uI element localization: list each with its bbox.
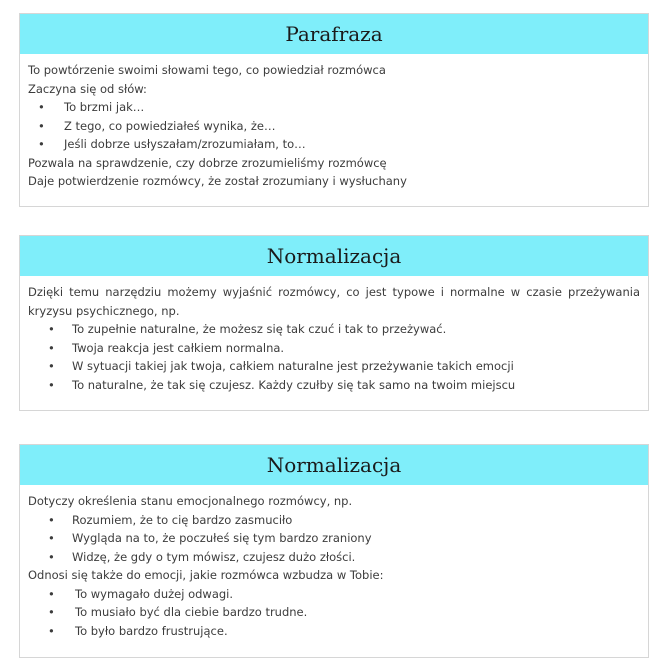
list-item-text: Widzę, że gdy o tym mówisz, czujesz dużo złości.	[72, 549, 356, 564]
bullet-icon: •	[48, 512, 55, 527]
card-body	[20, 485, 648, 646]
list-item	[28, 320, 640, 339]
bullet-icon: •	[48, 359, 55, 373]
list-item-text: To było bardzo frustrujące.	[75, 623, 228, 638]
list-item-text: Rozumiem, że to cię bardzo zasmuciło	[72, 512, 293, 527]
outro-text: Daje potwierdzenie rozmówcy, że został zrozumiany i wysłuchany	[28, 174, 407, 188]
parafraza-card	[19, 13, 649, 207]
bullet-icon: •	[38, 137, 45, 151]
card-title: Parafraza	[285, 22, 383, 46]
intro-text: To powtórzenie swoimi słowami tego, co powiedział rozmówca	[28, 63, 386, 77]
bullet-icon: •	[48, 322, 55, 336]
bullet-icon: •	[48, 531, 55, 545]
bullet-icon: •	[48, 340, 55, 355]
card-body	[20, 54, 648, 197]
list-item-text: W sytuacji takiej jak twoja, całkiem naturalne jest przeżywanie takich emocji	[72, 359, 514, 373]
list-item	[28, 135, 640, 154]
lead-text: Zaczyna się od słów:	[28, 81, 147, 96]
list-item	[28, 548, 640, 567]
list-item-text: To musiało być dla ciebie bardzo trudne.	[75, 605, 308, 619]
list-item	[28, 529, 640, 548]
list-item-text: Twoja reakcja jest całkiem normalna.	[72, 340, 285, 355]
list-item-text: To zupełnie naturalne, że możesz się tak czuć i tak to przeżywać.	[72, 322, 447, 336]
bullet-icon: •	[48, 605, 55, 619]
list-item	[28, 585, 640, 604]
lead-text: Odnosi się także do emocji, jakie rozmówca wzbudza w Tobie:	[28, 568, 384, 582]
outro-text: Pozwala na sprawdzenie, czy dobrze zrozumieliśmy rozmówcę	[28, 155, 387, 170]
list-item	[28, 511, 640, 530]
list-item	[28, 98, 640, 117]
card-header	[20, 14, 648, 54]
card-header	[20, 445, 648, 485]
list-item	[28, 376, 640, 395]
card-header	[20, 236, 648, 276]
list-item	[28, 603, 640, 622]
emotions-list	[28, 585, 640, 641]
list-item-text: To brzmi jak…	[64, 100, 145, 114]
list-item-text: To naturalne, że tak się czujesz. Każdy czułby się tak samo na twoim miejscu	[72, 377, 516, 392]
intro-text: Dotyczy określenia stanu emocjonalnego rozmówcy, np.	[28, 494, 353, 508]
list-item-text: Jeśli dobrze usłyszałam/zrozumiałam, to…	[64, 137, 306, 151]
intro-text: Dzięki temu narzędziu możemy wyjaśnić rozmówcy, co jest typowe i normalne w czasie przeżywania kryzysu psychicznego, np.	[28, 285, 640, 318]
list-item-text: Wygląda na to, że poczułeś się tym bardzo zraniony	[72, 531, 372, 545]
bullet-icon: •	[38, 118, 45, 133]
list-item	[28, 117, 640, 136]
bullet-icon: •	[48, 377, 55, 392]
normalizacja-emotions-card	[19, 444, 649, 658]
list-item-text: Z tego, co powiedziałeś wynika, że…	[64, 118, 276, 133]
card-title: Normalizacja	[266, 453, 402, 477]
list-item-text: To wymagało dużej odwagi.	[75, 586, 234, 601]
bullet-icon: •	[48, 623, 55, 638]
list-item	[28, 622, 640, 641]
bullet-icon: •	[48, 586, 55, 601]
normalizacja-card	[19, 235, 649, 411]
list-item	[28, 357, 640, 376]
card-body	[20, 276, 648, 400]
bullet-icon: •	[38, 100, 45, 114]
card-title: Normalizacja	[266, 244, 402, 268]
list-item	[28, 339, 640, 358]
bullet-icon: •	[48, 549, 55, 564]
